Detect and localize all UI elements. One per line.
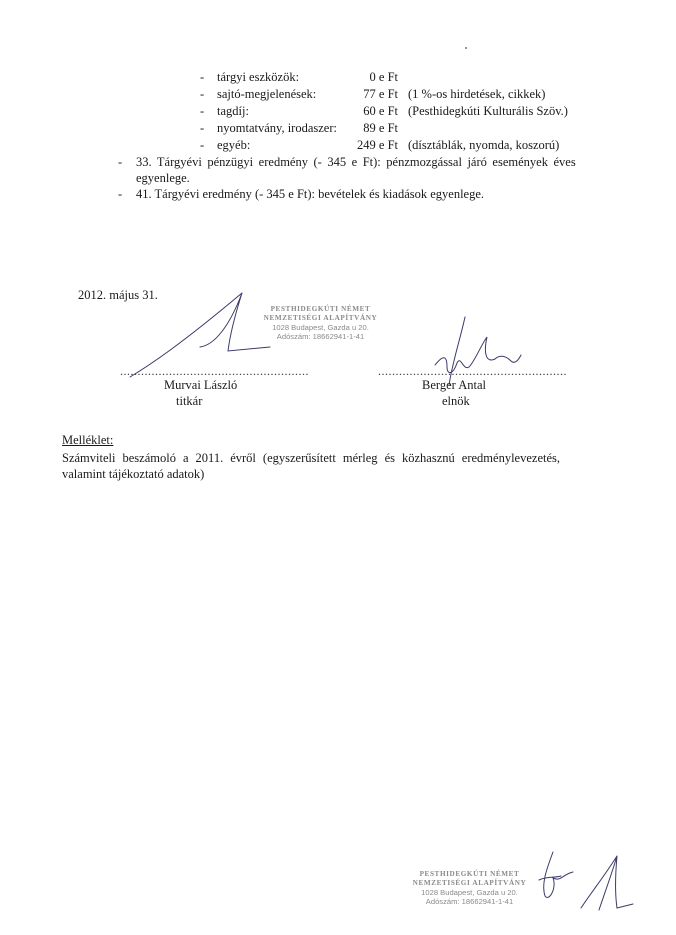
stamp-line: PESTHIDEGKÚTI NÉMET: [419, 870, 520, 878]
signatory-name-left: Murvai László: [164, 378, 238, 392]
scan-speck: [465, 47, 467, 49]
stamp-line: NEMZETISÉGI ALAPÍTVÁNY: [263, 314, 378, 322]
result-41: 41. Tárgyévi eredmény (- 345 e Ft): bevételek és kiadások egyenlege.: [136, 187, 485, 201]
list-dash: -: [200, 104, 205, 118]
signature-line-right: ......................................................: [378, 364, 567, 378]
stamp-line: Adószám: 18662941-1-41: [276, 332, 365, 341]
expense-amount: 89 e Ft: [363, 121, 398, 135]
expense-amount: 77 e Ft: [363, 87, 398, 101]
list-dash: -: [118, 187, 123, 201]
list-dash: -: [200, 138, 205, 152]
expense-amount: 249 e Ft: [357, 138, 398, 152]
organization-stamp-footer: [402, 870, 537, 906]
stamp-line: Adószám: 18662941-1-41: [425, 897, 514, 906]
signature-line-left: ......................................................: [120, 364, 309, 378]
result-33-line2: egyenlege.: [136, 171, 190, 185]
expense-note: (dísztáblák, nyomda, koszorú): [408, 138, 560, 152]
expense-note: (Pesthidegkúti Kulturális Szöv.): [408, 104, 568, 118]
expense-note: (1 %-os hirdetések, cikkek): [408, 87, 546, 101]
expense-label: egyéb:: [217, 138, 251, 152]
stamp-line: NEMZETISÉGI ALAPÍTVÁNY: [412, 879, 527, 887]
signatory-role-left: titkár: [176, 394, 203, 408]
attachment-line1: Számviteli beszámoló a 2011. évről (egyszerűsített mérleg és közhasznú eredménylevezetés,: [62, 451, 561, 465]
expense-label: nyomtatvány, irodaszer:: [217, 121, 337, 135]
expense-label: tárgyi eszközök:: [217, 70, 300, 84]
list-dash: -: [200, 121, 205, 135]
expense-amount: 60 e Ft: [363, 104, 398, 118]
stamp-line: 1028 Budapest, Gazda u 20.: [421, 888, 518, 897]
expense-label: sajtó-megjelenések:: [217, 87, 317, 101]
result-33-line1: 33. Tárgyévi pénzügyi eredmény (- 345 e Ft): pénzmozgással járó események éves: [136, 155, 576, 169]
organization-stamp: [253, 305, 388, 341]
attachment-line2: valamint tájékoztató adatok): [62, 467, 205, 481]
initials-footer: [533, 848, 633, 918]
stamp-line: PESTHIDEGKÚTI NÉMET: [270, 305, 371, 313]
list-dash: -: [200, 87, 205, 101]
expense-label: tagdíj:: [217, 104, 249, 118]
document-date: 2012. május 31.: [78, 288, 158, 302]
list-dash: -: [118, 155, 123, 169]
list-dash: -: [200, 70, 205, 84]
signatory-name-right: Berger Antal: [422, 378, 486, 392]
attachment-heading: Melléklet:: [62, 433, 114, 447]
signatory-role-right: elnök: [442, 394, 470, 408]
stamp-line: 1028 Budapest, Gazda u 20.: [272, 323, 369, 332]
expense-amount: 0 e Ft: [369, 70, 398, 84]
